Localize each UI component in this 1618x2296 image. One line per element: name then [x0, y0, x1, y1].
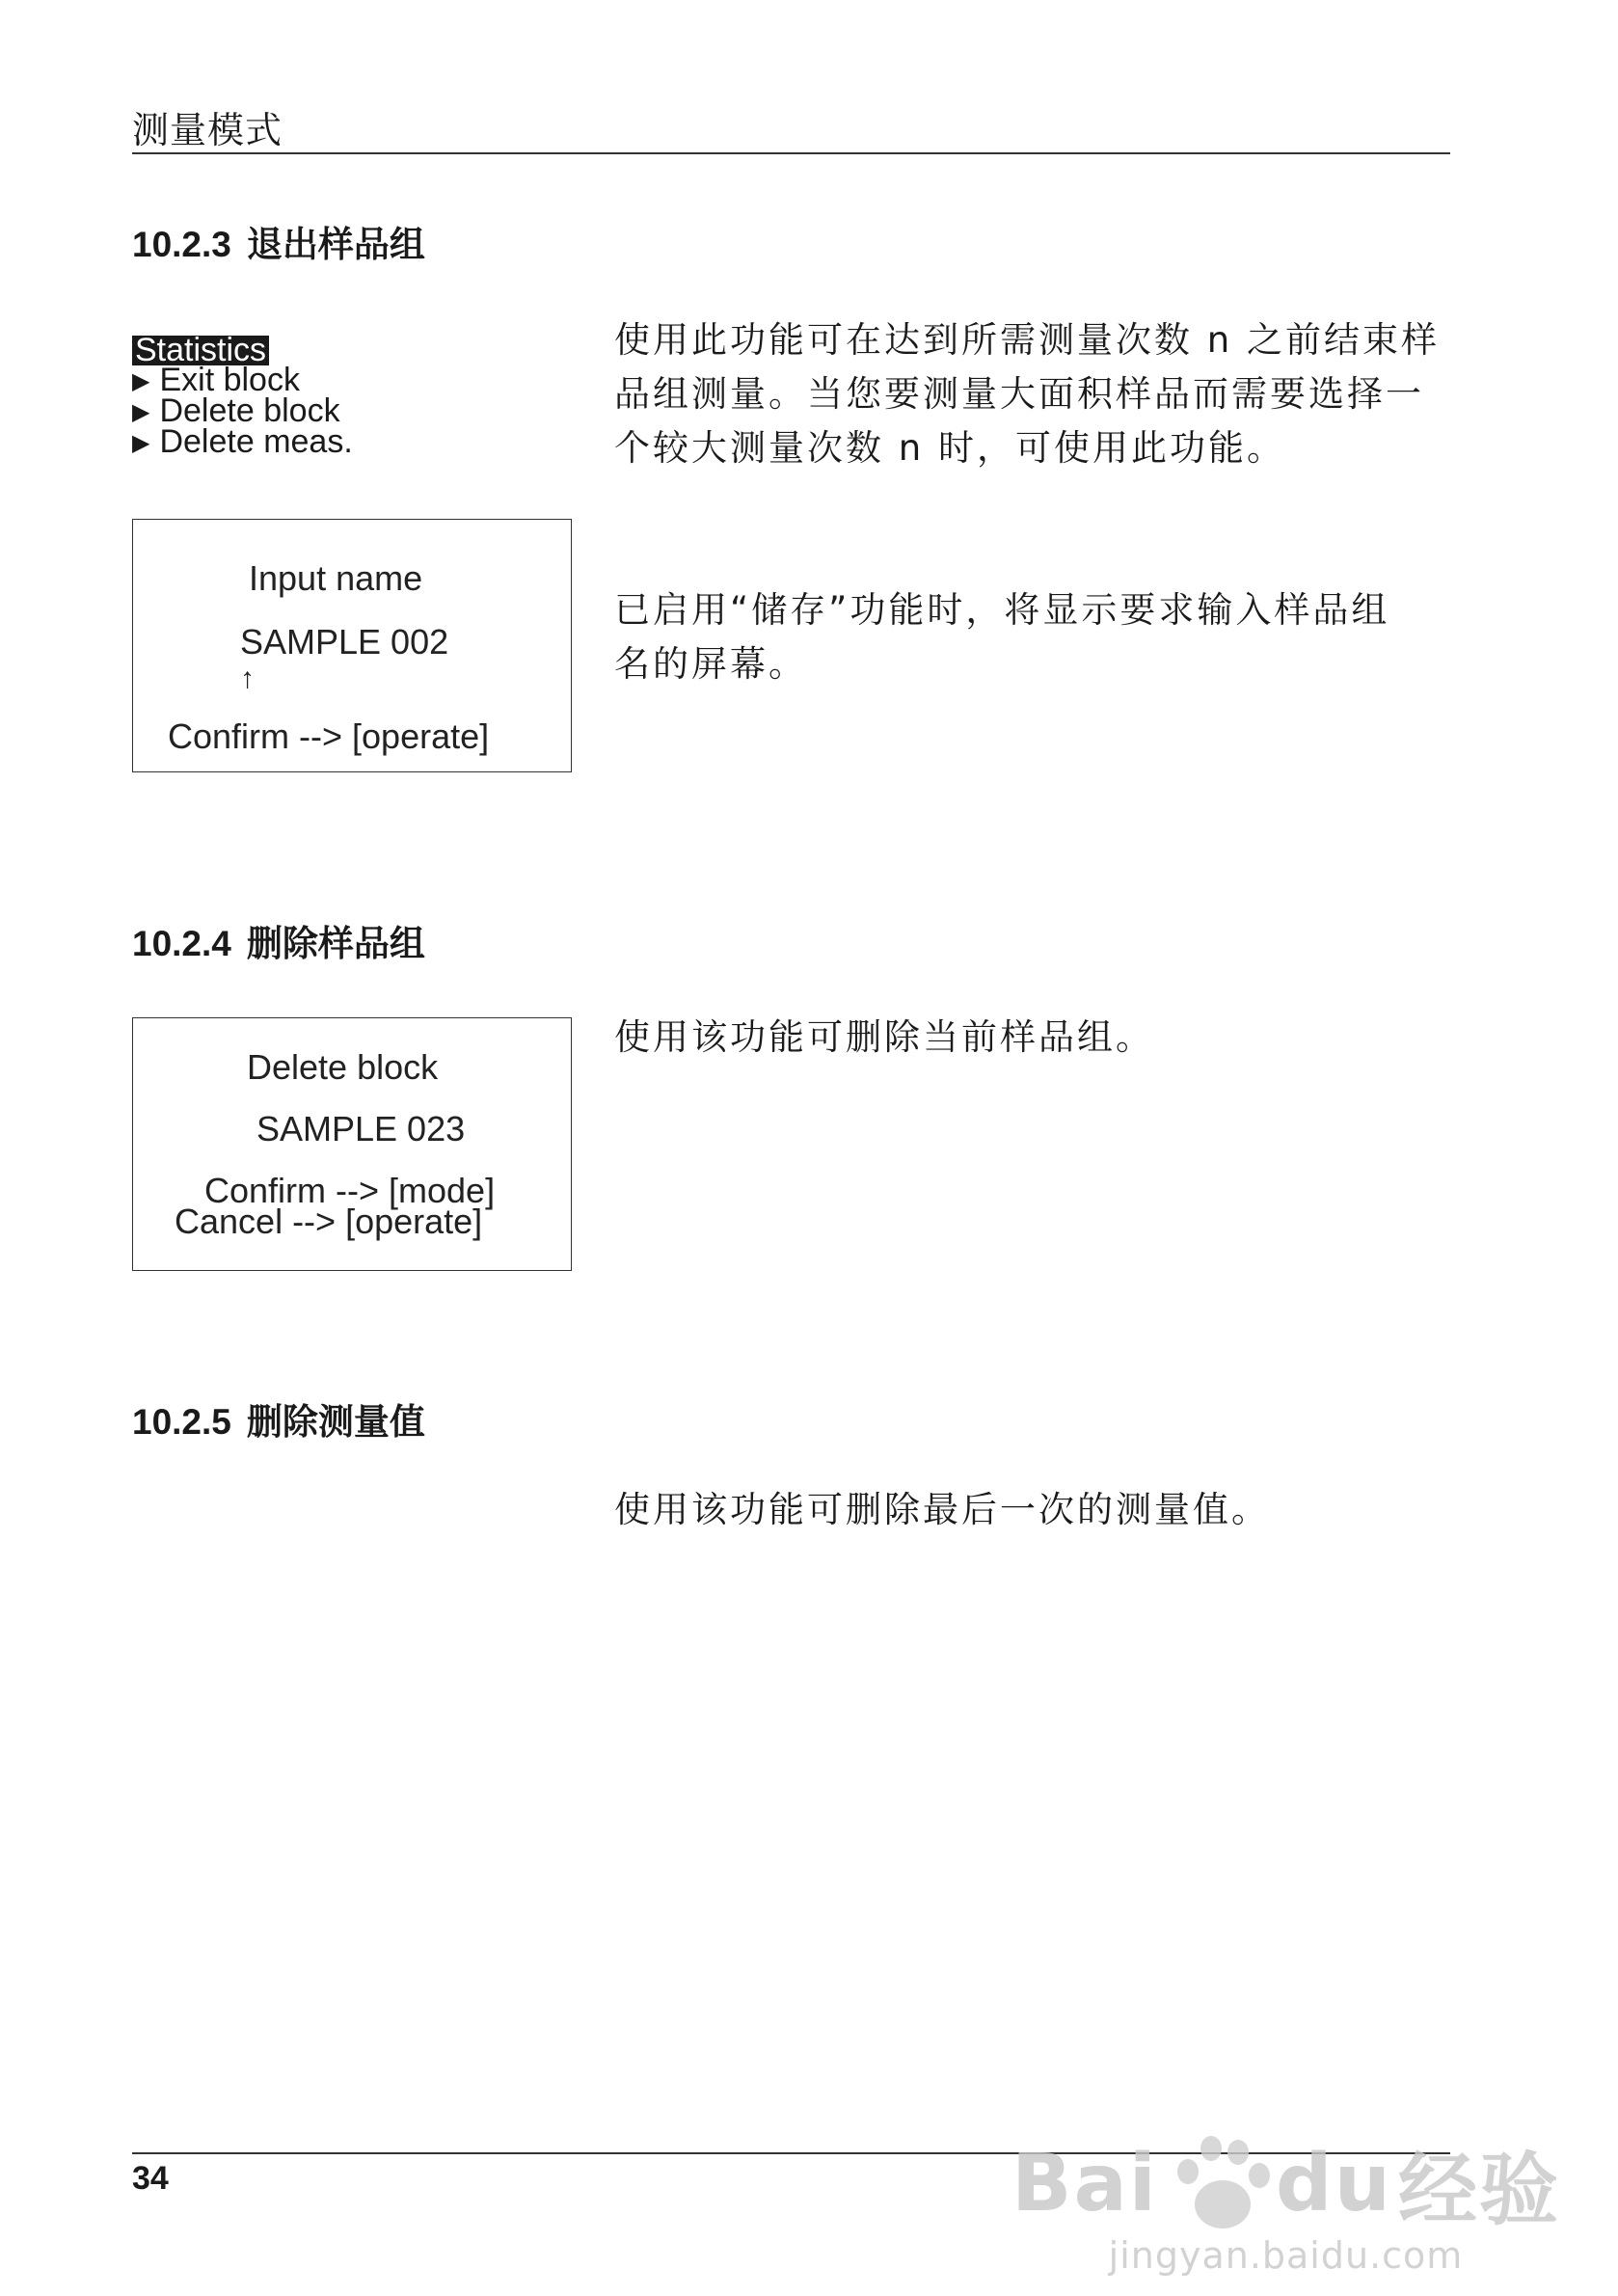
paw-icon — [1164, 2136, 1270, 2232]
menu-item-label: Exit block — [159, 362, 300, 398]
cancel-hint: Cancel --> [operate] — [175, 1202, 483, 1241]
sample-name-value: SAMPLE 002 — [240, 622, 449, 662]
baidu-jingyan-watermark — [1011, 2127, 1560, 2277]
paragraph-line: 品组测量。当您要测量大面积样品而需要选择一 — [614, 373, 1424, 415]
section-title: 删除测量值 — [246, 1401, 425, 1443]
paragraph-delete-meas: 使用该功能可删除最后一次的测量值。 — [614, 1489, 1270, 1530]
triangle-right-icon: ▶ — [132, 368, 150, 394]
confirm-hint: Confirm --> [operate] — [168, 716, 490, 756]
paragraph-line: 使用此功能可在达到所需测量次数 n 之前结束样 — [614, 319, 1440, 361]
triangle-right-icon: ▶ — [132, 399, 150, 425]
cursor-arrow-icon: ↑ — [240, 662, 255, 694]
running-header: 测量模式 — [132, 109, 283, 151]
menu-item-label: Delete block — [159, 392, 340, 429]
header-divider — [132, 152, 1450, 154]
paragraph-line: 已启用“储存”功能时，将显示要求输入样品组 — [614, 589, 1390, 631]
input-name-screen — [132, 519, 572, 772]
triangle-right-icon: ▶ — [132, 430, 150, 456]
watermark-url: jingyan.baidu.com — [1108, 2234, 1464, 2277]
page-number: 34 — [132, 2160, 169, 2197]
section-number: 10.2.5 — [132, 1402, 231, 1442]
section-number: 10.2.4 — [132, 924, 231, 963]
screen-title: Delete block — [247, 1047, 439, 1087]
section-number: 10.2.3 — [132, 225, 231, 264]
statistics-menu-display — [132, 332, 353, 460]
menu-item-delete-meas — [132, 423, 353, 460]
watermark-logo: Bai du 经验 — [1011, 2127, 1560, 2240]
delete-block-screen — [132, 1017, 572, 1271]
section-heading-10-2-5 — [132, 1392, 425, 1445]
section-heading-10-2-4 — [132, 914, 425, 966]
menu-title: Statistics — [132, 336, 269, 365]
paragraph-line: 名的屏幕。 — [614, 643, 807, 685]
section-title: 删除样品组 — [246, 923, 425, 964]
section-heading-10-2-3 — [132, 215, 425, 267]
confirm-hint: Confirm --> [mode] — [204, 1171, 496, 1210]
screen-title: Input name — [249, 558, 423, 598]
paragraph-line: 个较大测量次数 n 时，可使用此功能。 — [614, 427, 1285, 469]
section-title: 退出样品组 — [246, 224, 425, 265]
paragraph-delete-block: 使用该功能可删除当前样品组。 — [614, 1016, 1154, 1058]
paragraph-exit-block — [614, 313, 1463, 475]
sample-name-value: SAMPLE 023 — [256, 1109, 466, 1148]
paragraph-input-name — [614, 583, 1463, 691]
menu-item-label: Delete meas. — [159, 423, 353, 460]
